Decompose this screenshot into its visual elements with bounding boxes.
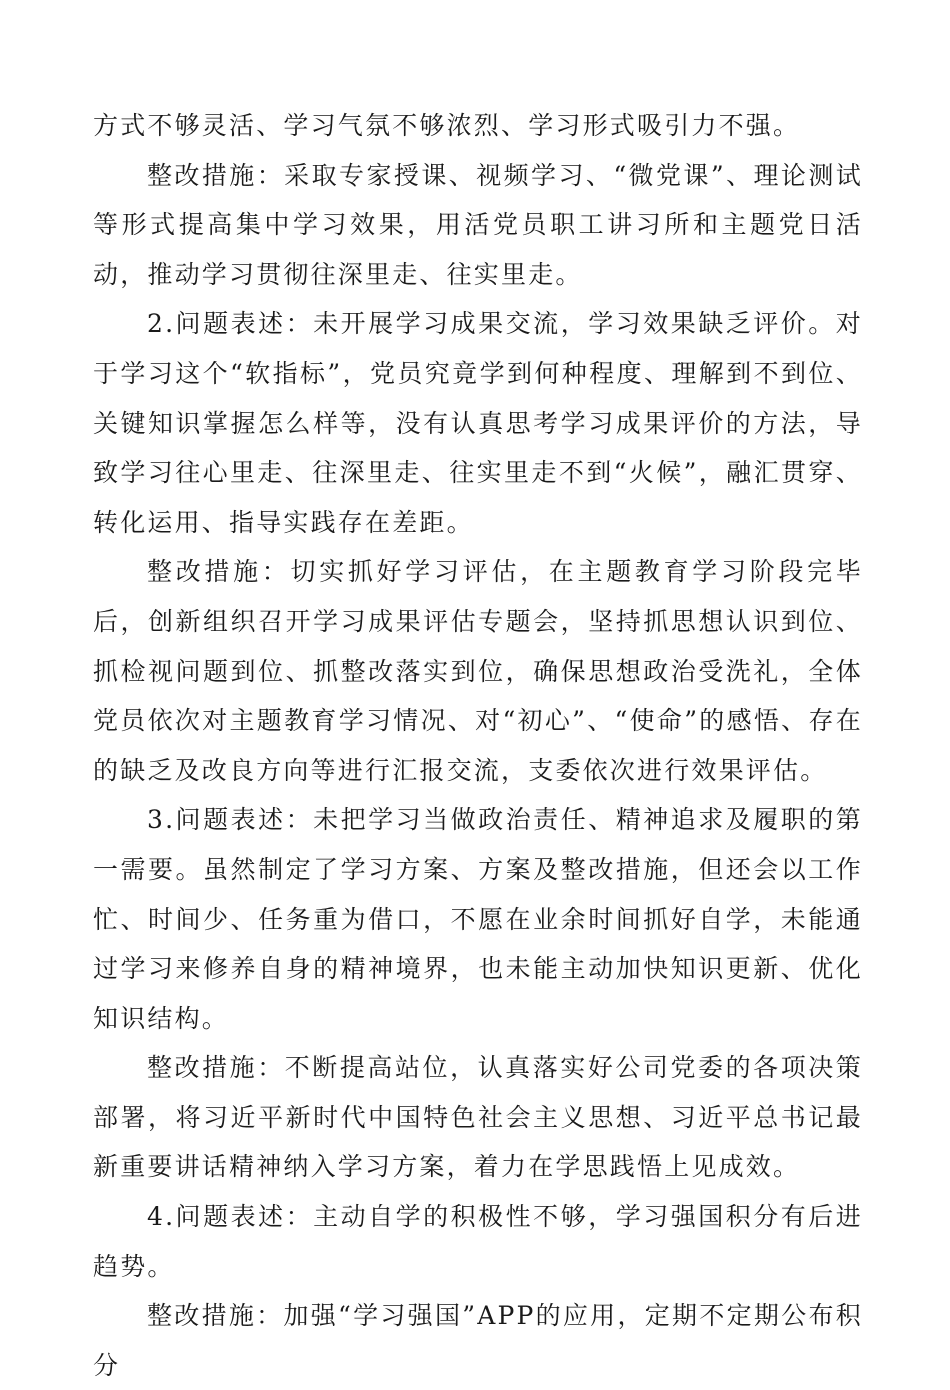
- paragraph-issue-4: 4.问题表述：主动自学的积极性不够，学习强国积分有后进趋势。: [93, 1202, 863, 1281]
- paragraph-issue-2: 2.问题表述：未开展学习成果交流，学习效果缺乏评价。对于学习这个“软指标”，党员究竟学到何种程度、理解到不到位、关键知识掌握怎么样等，没有认真思考学习成果评价的方法，导致学习往心里走、往深里走、往实里走不到“火候”，融汇贯穿、转化运用、指导实践存在差距。: [93, 309, 863, 537]
- document-body: [93, 101, 863, 1390]
- paragraph-continuation: 方式不够灵活、学习气氛不够浓烈、学习形式吸引力不强。: [93, 111, 801, 140]
- paragraph-issue-3: 3.问题表述：未把学习当做政治责任、精神追求及履职的第一需要。虽然制定了学习方案、方案及整改措施，但还会以工作忙、时间少、任务重为借口，不愿在业余时间抓好自学，未能通过学习来修养自身的精神境界，也未能主动加快知识更新、优化知识结构。: [93, 805, 863, 1033]
- paragraph-measure-2: 整改措施：切实抓好学习评估，在主题教育学习阶段完毕后，创新组织召开学习成果评估专题会，坚持抓思想认识到位、抓检视问题到位、抓整改落实到位，确保思想政治受洗礼，全体党员依次对主题教育学习情况、对“初心”、“使命”的感悟、存在的缺乏及改良方向等进行汇报交流，支委依次进行效果评估。: [93, 557, 863, 785]
- paragraph-measure-4: 整改措施：加强“学习强国”APP的应用，定期不定期公布积分: [93, 1301, 863, 1380]
- paragraph-measure-1: 整改措施：采取专家授课、视频学习、“微党课”、理论测试等形式提高集中学习效果，用活党员职工讲习所和主题党日活动，推动学习贯彻往深里走、往实里走。: [93, 160, 863, 289]
- paragraph-measure-3: 整改措施：不断提高站位，认真落实好公司党委的各项决策部署，将习近平新时代中国特色社会主义思想、习近平总书记最新重要讲话精神纳入学习方案，着力在学思践悟上见成效。: [93, 1053, 863, 1182]
